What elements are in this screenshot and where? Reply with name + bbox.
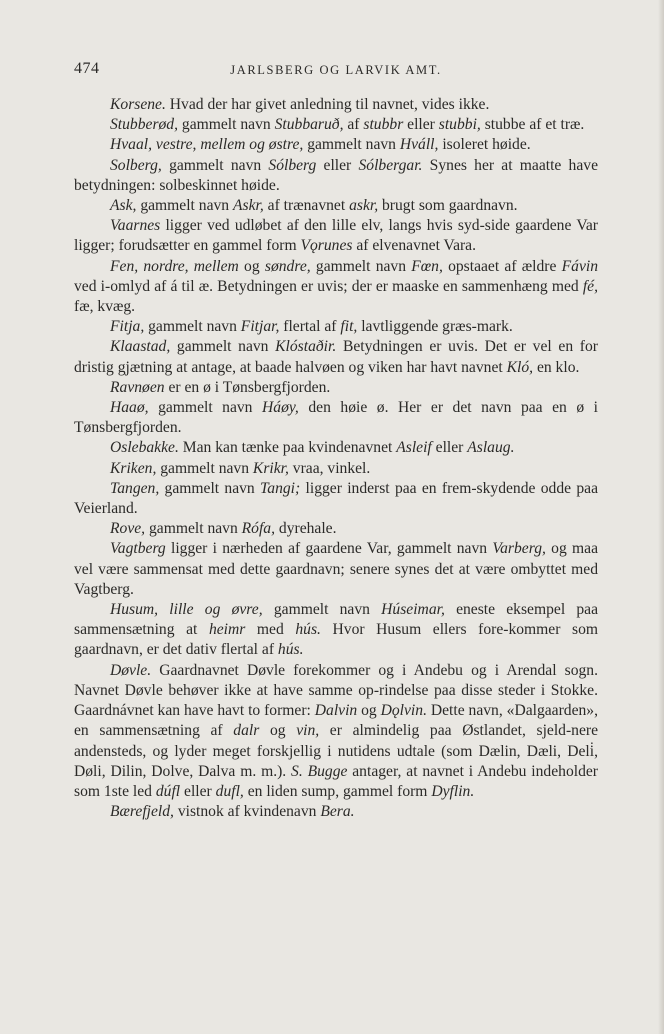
text-run: Synes her at maatte have betydningen: solbeskinnet høide. [74,156,598,194]
text-run: Man kan tænke paa kvindenavnet [178,439,397,457]
italic-term: Hvaal, vestre, mellem og østre, [110,136,304,154]
text-run: ved i-omlyd af á til æ. Betydningen er uvis; der er maaske en sammenhæng med [74,277,583,295]
text-run: og [357,702,381,720]
text-run: eller [431,439,468,457]
italic-term: Vagtberg [110,540,166,558]
entry-paragraph [74,337,598,377]
text-run: af elvenavnet Vara. [352,237,476,255]
text-run: Dette navn, «Dalgaarden», en sammensætning af [74,702,599,740]
text-run: stubbe af et træ. [480,116,585,134]
entry-paragraph [74,216,598,256]
entry-paragraph [74,802,598,822]
text-run: eller [180,782,216,800]
text-run: eller [316,156,359,174]
text-run: gammelt navn [145,520,242,538]
text-run: vistnok af kvindenavn [173,803,321,821]
text-run: isoleret høide. [438,136,531,154]
text-run: gammelt navn [170,338,276,356]
entry-paragraph [74,196,598,216]
italic-term: Kriken, [110,459,157,477]
italic-term: Askr, [233,197,264,215]
text-run: af trænavnet [263,197,350,215]
entry-paragraph [74,459,598,479]
italic-term: Dalvin [314,702,358,720]
italic-term: Klaastad, [110,338,171,356]
italic-term: Tangen, [110,479,160,497]
text-run: Gaardnavnet Døvle forekommer og i Andebu og i Arendal sogn. Navnet Døvle behøver ikke at have samme op-rindelse paa disse steder i Stokke. Gaardnávnet kan have havt to former: [74,661,598,720]
entry-paragraph [74,600,598,661]
text-run: gammelt navn [136,197,233,215]
text-run: den høie ø. Her er det navn paa en ø i Tønsbergfjorden. [74,399,598,437]
italic-term: Dǫlvin. [380,702,427,720]
entry-paragraph [74,156,598,196]
entry-paragraph [74,479,598,519]
entry-paragraph [74,317,598,337]
text-run: ligger i nærheden af gaardene Var, gammelt navn [165,540,493,558]
italic-term: heimr [208,621,246,639]
italic-term: Ravnøen [110,378,165,396]
text-run: fæ, kvæg. [74,298,136,316]
italic-term: stubbr [363,116,404,134]
italic-term: vin, [296,722,320,740]
italic-term: Dyflin. [431,782,475,800]
italic-term: Tangi; [260,479,301,497]
italic-term: Asleif [396,439,432,457]
italic-term: Fen, nordre, mellem [110,257,239,275]
entry-paragraph [74,257,598,318]
text-run: ligger inderst paa en frem-skydende odde paa Veierland. [74,479,598,518]
text-run: opstaaet af ældre [442,257,562,275]
italic-term: Varberg, [492,540,546,558]
italic-term: askr, [349,197,379,215]
italic-term: Ask, [110,197,137,215]
text-run: eneste eksempel paa sammensætning at [74,601,599,639]
text-run: en liden sump, gammel form [243,782,432,800]
body-text [74,95,598,822]
text-run: er almindelig paa Østlandet, sjeld-nere andensteds, og lyder meget forskjellig i nutidens udtale (som Dælin, Dæli, Deli̇, Døli, Dilin, Dolve, Dalva m. m.). [74,722,599,780]
text-run: og [238,257,265,275]
entry-paragraph [74,135,598,155]
italic-term: Bærefjeld, [110,803,174,821]
text-run: en klo. [533,358,580,376]
italic-term: Fitjar, [240,318,280,336]
text-run: antager, at navnet i Andebu indeholder som 1ste led [74,762,598,800]
italic-term: Hváll, [399,136,439,154]
italic-term: Solberg, [110,156,162,174]
italic-term: dalr [233,722,260,740]
text-run: Betydningen er uvis. Det er vel en for dristig gjætning at antage, at baade halvøen og viken har havt navnet [74,338,598,376]
italic-term: Kló, [506,358,534,376]
text-run: Hvad der har givet anledning til navnet, vides ikke. [165,96,490,113]
italic-term: Fœn, [411,257,443,275]
entry-paragraph [74,115,598,135]
italic-term: Krikr, [252,459,289,477]
italic-term: Døvle. [110,661,152,679]
text-run: gammelt navn [161,156,269,174]
italic-term: Vaarnes [110,217,161,235]
italic-term: Fávin [561,257,598,275]
italic-term: søndre, [264,257,311,275]
italic-term: dufl, [215,782,244,800]
text-run: gammelt navn [148,399,263,417]
italic-term: dúfl [155,782,181,800]
italic-term: hús. [277,641,304,659]
text-run: eller [403,116,439,134]
italic-term: stubbi, [438,116,481,134]
italic-term: Stubberød, [110,116,179,134]
text-run: lavtliggende græs-mark. [357,318,513,336]
italic-term: Sólberg [268,156,317,174]
text-run: gammelt navn [156,459,253,477]
italic-term: Sólbergar. [358,156,423,174]
page-number: 474 [74,60,100,77]
italic-term: fé, [582,277,598,295]
text-run: og [259,722,297,740]
text-run: flertal af [279,318,341,336]
italic-term: Fitja, [110,318,145,336]
running-header [74,60,598,82]
text-run: vraa, vinkel. [288,459,371,477]
text-run: ligger ved udløbet af den lille elv, langs hvis syd-side gaardene Var ligger; forudsætter en gammel form [74,217,598,255]
italic-term: Rove, [110,520,146,538]
text-run: gammelt navn [303,136,400,154]
italic-term: Húseimar, [381,601,445,619]
text-run: brugt som gaardnavn. [378,197,518,215]
entry-paragraph [74,398,598,438]
italic-term: Vǫrunes [300,237,353,255]
entry-paragraph [74,519,598,539]
text-run: gammelt navn [178,116,275,134]
entry-paragraph [74,539,598,600]
text-run: gammelt navn [310,257,412,275]
entry-paragraph [74,438,598,458]
italic-term: Rófa, [241,520,276,538]
italic-term: fit, [340,318,358,336]
text-run: gammelt navn [262,601,382,619]
italic-term: Haaø, [110,399,149,417]
entry-paragraph [74,661,598,802]
italic-term: S. Bugge [291,762,348,780]
italic-term: Aslaug. [467,439,515,457]
italic-term: Bera. [320,803,355,821]
italic-term: Oslebakke. [110,439,179,457]
italic-term: Háøy, [262,399,299,417]
text-run: gammelt navn [144,318,241,336]
text-run: og maa vel være sammensat med dette gaardnavn; senere synes det at være ombyttet med Vagtberg. [74,540,598,598]
entry-paragraph [74,378,598,398]
text-run: er en ø i Tønsbergfjorden. [164,378,331,396]
italic-term: Korsene. [110,96,166,113]
running-title: JARLSBERG OG LARVIK AMT. [230,63,442,77]
italic-term: hús. [295,621,321,639]
text-run: Hvor Husum ellers fore-kommer som gaardnavn, er det dativ flertal af [74,621,598,659]
text-run: dyrehale. [275,520,337,538]
italic-term: Husum, lille og øvre, [110,601,263,619]
italic-term: Stubbaruð, [274,116,344,134]
page-edge-shadow [658,0,664,1034]
italic-term: Klóstaðir. [275,338,337,356]
text-run: af [343,116,364,134]
text-run: med [245,621,296,639]
text-run: gammelt navn [159,479,261,497]
entry-paragraph [74,95,598,115]
